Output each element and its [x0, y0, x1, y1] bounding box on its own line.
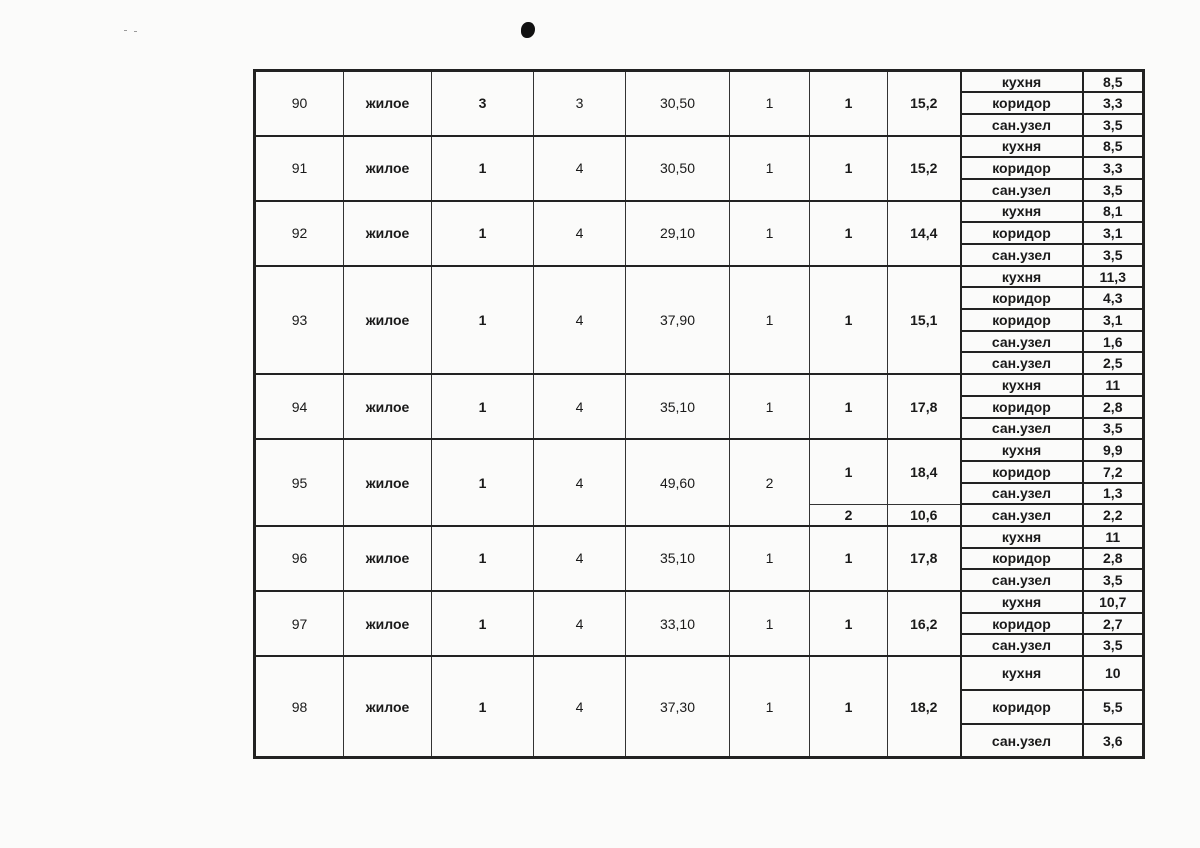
column-3-cell: 1	[432, 136, 534, 201]
aux-room-name-cell: коридор	[961, 690, 1083, 724]
column-4-cell: 4	[534, 374, 626, 439]
aux-room-name-cell: сан.узел	[961, 724, 1083, 757]
apartment-number-cell: 93	[255, 266, 344, 374]
table-row	[255, 526, 1144, 548]
aux-room-name-cell: кухня	[961, 374, 1083, 396]
aux-room-name-cell: сан.узел	[961, 483, 1083, 505]
aux-room-name-cell: коридор	[961, 157, 1083, 179]
total-area-cell: 33,10	[626, 591, 730, 656]
living-room-number-cell: 2	[810, 504, 888, 526]
aux-room-name-cell: коридор	[961, 309, 1083, 331]
apartment-number-cell: 96	[255, 526, 344, 591]
aux-room-area-cell: 3,3	[1083, 157, 1144, 179]
column-4-cell: 4	[534, 136, 626, 201]
aux-room-area-cell: 3,5	[1083, 179, 1144, 201]
rooms-count-cell: 1	[730, 591, 810, 656]
aux-room-name-cell: сан.узел	[961, 418, 1083, 440]
column-4-cell: 4	[534, 439, 626, 526]
aux-room-area-cell: 4,3	[1083, 287, 1144, 309]
rooms-count-cell: 1	[730, 266, 810, 374]
aux-room-name-cell: кухня	[961, 526, 1083, 548]
column-3-cell: 1	[432, 439, 534, 526]
column-4-cell: 4	[534, 656, 626, 757]
aux-room-name-cell: коридор	[961, 92, 1083, 114]
apartment-number-cell: 97	[255, 591, 344, 656]
rooms-count-cell: 2	[730, 439, 810, 526]
aux-room-area-cell: 11,3	[1083, 266, 1144, 288]
aux-room-name-cell: коридор	[961, 548, 1083, 570]
table-row	[255, 201, 1144, 223]
aux-room-name-cell: коридор	[961, 613, 1083, 635]
aux-room-area-cell: 3,5	[1083, 569, 1144, 591]
living-room-area-cell: 16,2	[888, 591, 961, 656]
apartment-number-cell: 95	[255, 439, 344, 526]
total-area-cell: 37,30	[626, 656, 730, 757]
aux-room-area-cell: 10,7	[1083, 591, 1144, 613]
aux-room-area-cell: 1,3	[1083, 483, 1144, 505]
aux-room-area-cell: 11	[1083, 526, 1144, 548]
total-area-cell: 35,10	[626, 526, 730, 591]
living-room-number-cell: 1	[810, 201, 888, 266]
aux-room-name-cell: сан.узел	[961, 331, 1083, 353]
apartment-number-cell: 91	[255, 136, 344, 201]
column-3-cell: 1	[432, 201, 534, 266]
aux-room-area-cell: 3,5	[1083, 418, 1144, 440]
table-row	[255, 136, 1144, 158]
table-row	[255, 374, 1144, 396]
living-room-area-cell: 17,8	[888, 526, 961, 591]
aux-room-area-cell: 1,6	[1083, 331, 1144, 353]
aux-room-name-cell: коридор	[961, 396, 1083, 418]
aux-room-area-cell: 3,3	[1083, 92, 1144, 114]
table-row	[255, 71, 1144, 93]
living-room-number-cell: 1	[810, 591, 888, 656]
column-3-cell: 3	[432, 71, 534, 136]
aux-room-area-cell: 2,5	[1083, 352, 1144, 374]
aux-room-area-cell: 8,5	[1083, 136, 1144, 158]
column-4-cell: 4	[534, 526, 626, 591]
living-room-number-cell: 1	[810, 656, 888, 757]
apartment-table	[253, 69, 1145, 759]
living-room-area-cell: 15,2	[888, 71, 961, 136]
table-row	[255, 439, 1144, 461]
column-4-cell: 4	[534, 266, 626, 374]
aux-room-name-cell: кухня	[961, 266, 1083, 288]
column-4-cell: 3	[534, 71, 626, 136]
aux-room-area-cell: 3,5	[1083, 114, 1144, 136]
living-room-number-cell: 1	[810, 71, 888, 136]
living-room-number-cell: 1	[810, 266, 888, 374]
living-room-area-cell: 10,6	[888, 504, 961, 526]
aux-room-area-cell: 10	[1083, 656, 1144, 690]
living-room-number-cell: 1	[810, 136, 888, 201]
aux-room-area-cell: 8,5	[1083, 71, 1144, 93]
column-3-cell: 1	[432, 374, 534, 439]
aux-room-name-cell: кухня	[961, 201, 1083, 223]
aux-room-name-cell: кухня	[961, 591, 1083, 613]
aux-room-area-cell: 7,2	[1083, 461, 1144, 483]
aux-room-area-cell: 9,9	[1083, 439, 1144, 461]
scan-speck	[134, 31, 137, 32]
aux-room-name-cell: коридор	[961, 222, 1083, 244]
aux-room-name-cell: сан.узел	[961, 179, 1083, 201]
rooms-count-cell: 1	[730, 526, 810, 591]
rooms-count-cell: 1	[730, 71, 810, 136]
rooms-count-cell: 1	[730, 136, 810, 201]
table-row	[255, 266, 1144, 288]
rooms-count-cell: 1	[730, 374, 810, 439]
apartment-type-cell: жилое	[344, 526, 432, 591]
aux-room-name-cell: кухня	[961, 656, 1083, 690]
total-area-cell: 37,90	[626, 266, 730, 374]
apartment-type-cell: жилое	[344, 591, 432, 656]
living-room-area-cell: 18,2	[888, 656, 961, 757]
aux-room-name-cell: сан.узел	[961, 634, 1083, 656]
total-area-cell: 35,10	[626, 374, 730, 439]
aux-room-name-cell: сан.узел	[961, 504, 1083, 526]
aux-room-area-cell: 3,1	[1083, 309, 1144, 331]
aux-room-name-cell: кухня	[961, 71, 1083, 93]
aux-room-name-cell: кухня	[961, 439, 1083, 461]
aux-room-area-cell: 8,1	[1083, 201, 1144, 223]
apartment-number-cell: 98	[255, 656, 344, 757]
apartment-type-cell: жилое	[344, 201, 432, 266]
column-3-cell: 1	[432, 591, 534, 656]
living-room-number-cell: 1	[810, 526, 888, 591]
aux-room-area-cell: 11	[1083, 374, 1144, 396]
aux-room-area-cell: 3,1	[1083, 222, 1144, 244]
rooms-count-cell: 1	[730, 201, 810, 266]
apartment-number-cell: 94	[255, 374, 344, 439]
rooms-count-cell: 1	[730, 656, 810, 757]
aux-room-name-cell: сан.узел	[961, 244, 1083, 266]
apartment-type-cell: жилое	[344, 374, 432, 439]
column-4-cell: 4	[534, 591, 626, 656]
living-room-area-cell: 15,1	[888, 266, 961, 374]
living-room-area-cell: 17,8	[888, 374, 961, 439]
living-room-number-cell: 1	[810, 374, 888, 439]
aux-room-name-cell: сан.узел	[961, 114, 1083, 136]
total-area-cell: 30,50	[626, 136, 730, 201]
column-3-cell: 1	[432, 266, 534, 374]
apartment-type-cell: жилое	[344, 136, 432, 201]
scan-speck	[124, 30, 127, 31]
aux-room-area-cell: 2,8	[1083, 396, 1144, 418]
total-area-cell: 49,60	[626, 439, 730, 526]
column-3-cell: 1	[432, 656, 534, 757]
living-room-number-cell: 1	[810, 439, 888, 504]
aux-room-name-cell: сан.узел	[961, 569, 1083, 591]
living-room-area-cell: 14,4	[888, 201, 961, 266]
apartment-number-cell: 90	[255, 71, 344, 136]
aux-room-area-cell: 3,5	[1083, 634, 1144, 656]
aux-room-area-cell: 3,6	[1083, 724, 1144, 757]
aux-room-area-cell: 5,5	[1083, 690, 1144, 724]
living-room-area-cell: 18,4	[888, 439, 961, 504]
aux-room-area-cell: 2,8	[1083, 548, 1144, 570]
aux-room-name-cell: коридор	[961, 287, 1083, 309]
table-row	[255, 591, 1144, 613]
table-row	[255, 656, 1144, 690]
aux-room-area-cell: 2,2	[1083, 504, 1144, 526]
apartment-number-cell: 92	[255, 201, 344, 266]
column-3-cell: 1	[432, 526, 534, 591]
apartment-type-cell: жилое	[344, 656, 432, 757]
aux-room-name-cell: сан.узел	[961, 352, 1083, 374]
ink-smudge	[521, 22, 535, 38]
aux-room-area-cell: 2,7	[1083, 613, 1144, 635]
aux-room-name-cell: кухня	[961, 136, 1083, 158]
total-area-cell: 30,50	[626, 71, 730, 136]
column-4-cell: 4	[534, 201, 626, 266]
apartment-type-cell: жилое	[344, 266, 432, 374]
apartment-type-cell: жилое	[344, 71, 432, 136]
apartment-type-cell: жилое	[344, 439, 432, 526]
living-room-area-cell: 15,2	[888, 136, 961, 201]
aux-room-name-cell: коридор	[961, 461, 1083, 483]
aux-room-area-cell: 3,5	[1083, 244, 1144, 266]
total-area-cell: 29,10	[626, 201, 730, 266]
